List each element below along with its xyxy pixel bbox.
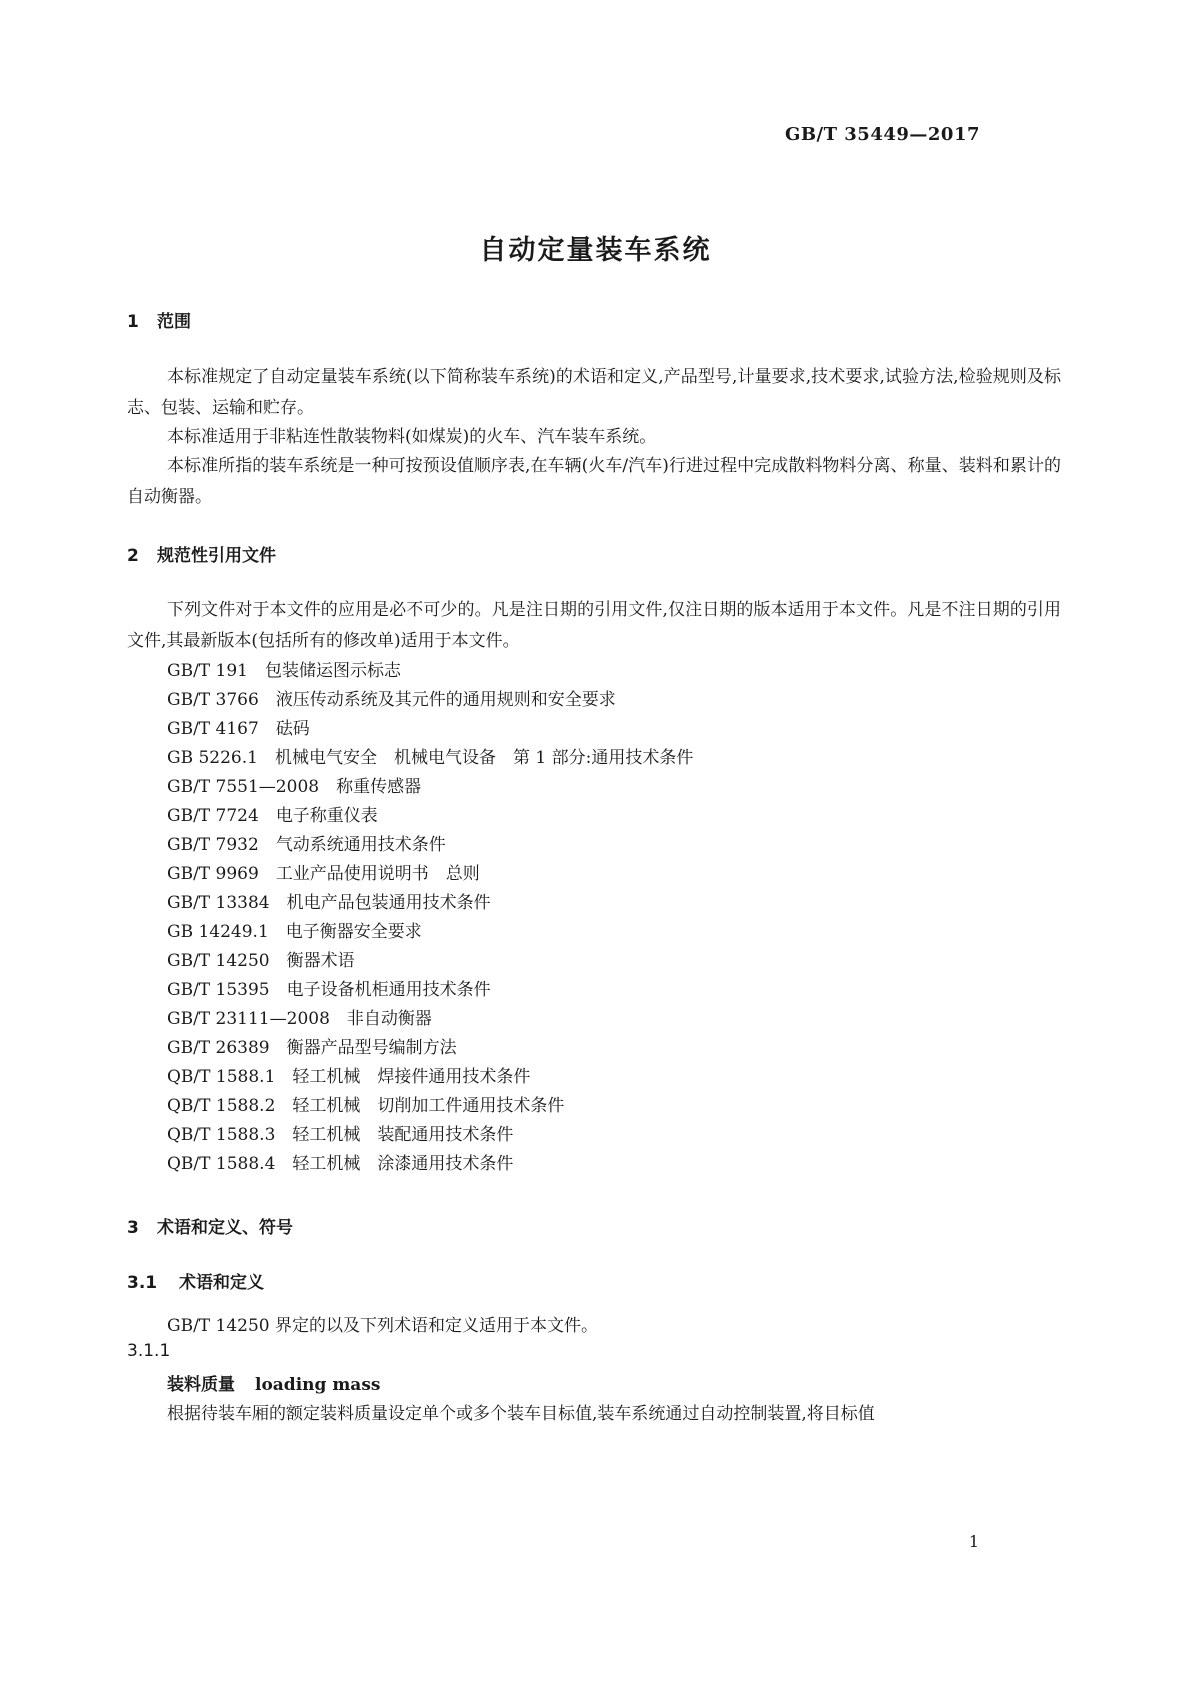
reference-code: GB/T 7724	[167, 806, 259, 826]
reference-item	[167, 1004, 432, 1029]
reference-code: GB 5226.1	[167, 748, 258, 768]
reference-title: 电子衡器安全要求	[285, 922, 422, 942]
subsection-number: 3.1	[127, 1273, 158, 1293]
reference-code: QB/T 1588.1	[167, 1067, 276, 1087]
term-definition: 根据待装车厢的额定装料质量设定单个或多个装车目标值,装车系统通过自动控制装置,将目标值	[167, 1404, 875, 1424]
reference-code: GB/T 14250	[167, 951, 270, 971]
scope-paragraph-3: 本标准所指的装车系统是一种可按预设值顺序表,在车辆(火车/汽车)行进过程中完成散料物料分离、称量、装料和累计的自动衡器。	[127, 456, 1061, 507]
reference-item	[167, 859, 480, 884]
standard-code: GB/T 35449—2017	[784, 124, 980, 145]
reference-title: 工业产品使用说明书 总则	[275, 864, 480, 884]
reference-code: QB/T 1588.4	[167, 1154, 276, 1174]
reference-code: QB/T 1588.2	[167, 1096, 276, 1116]
term-chinese: 装料质量	[167, 1375, 235, 1395]
term-number: 3.1.1	[127, 1341, 171, 1361]
reference-title: 液压传动系统及其元件的通用规则和安全要求	[275, 690, 616, 710]
term-english: loading mass	[255, 1375, 381, 1395]
reference-code: GB/T 7551—2008	[167, 777, 320, 797]
reference-code: GB/T 13384	[167, 893, 270, 913]
section-number: 2	[127, 546, 139, 566]
reference-title: 轻工机械 涂漆通用技术条件	[292, 1154, 514, 1174]
reference-code: GB/T 26389	[167, 1038, 270, 1058]
scope-paragraph-2: 本标准适用于非粘连性散装物料(如煤炭)的火车、汽车装车系统。	[167, 427, 657, 447]
reference-item	[167, 830, 446, 855]
section-title: 规范性引用文件	[157, 546, 276, 566]
section-title: 术语和定义、符号	[157, 1218, 293, 1238]
reference-title: 气动系统通用技术条件	[275, 835, 446, 855]
section-3-heading	[127, 1213, 293, 1238]
reference-code: GB/T 23111—2008	[167, 1009, 330, 1029]
reference-title: 轻工机械 切削加工件通用技术条件	[292, 1096, 565, 1116]
subsection-title: 术语和定义	[179, 1273, 264, 1293]
reference-title: 非自动衡器	[346, 1009, 432, 1029]
normative-intro: 下列文件对于本文件的应用是必不可少的。凡是注日期的引用文件,仅注日期的版本适用于本文件。凡是不注日期的引用文件,其最新版本(包括所有的修改单)适用于本文件。	[127, 600, 1061, 651]
reference-item	[167, 743, 693, 768]
reference-item	[167, 772, 421, 797]
reference-title: 电子设备机柜通用技术条件	[286, 980, 491, 1000]
term-heading	[167, 1370, 380, 1395]
page-number: 1	[968, 1532, 979, 1551]
reference-code: GB 14249.1	[167, 922, 269, 942]
subsection-3-1-heading	[127, 1268, 264, 1293]
reference-title: 机电产品包装通用技术条件	[286, 893, 491, 913]
reference-item	[167, 714, 310, 739]
section-number: 3	[127, 1218, 139, 1238]
section-number: 1	[127, 312, 139, 332]
reference-item	[167, 801, 378, 826]
reference-title: 包装储运图示标志	[265, 661, 401, 681]
reference-code: GB/T 4167	[167, 719, 259, 739]
reference-item	[167, 685, 616, 710]
reference-title: 轻工机械 装配通用技术条件	[292, 1125, 514, 1145]
reference-item	[167, 917, 422, 942]
reference-item	[167, 946, 355, 971]
reference-code: GB/T 191	[167, 661, 248, 681]
reference-item	[167, 1033, 457, 1058]
reference-item	[167, 888, 491, 913]
reference-item	[167, 1120, 513, 1145]
reference-title: 轻工机械 焊接件通用技术条件	[292, 1067, 531, 1087]
reference-title: 机械电气安全 机械电气设备 第 1 部分:通用技术条件	[274, 748, 694, 768]
reference-code: GB/T 7932	[167, 835, 259, 855]
terms-intro: GB/T 14250 界定的以及下列术语和定义适用于本文件。	[167, 1316, 599, 1336]
reference-item	[167, 975, 491, 1000]
reference-code: GB/T 15395	[167, 980, 270, 1000]
reference-code: QB/T 1588.3	[167, 1125, 276, 1145]
reference-item	[167, 1149, 513, 1174]
reference-title: 衡器术语	[286, 951, 355, 971]
reference-code: GB/T 9969	[167, 864, 259, 884]
document-title: 自动定量装车系统	[479, 235, 712, 266]
section-1-heading	[127, 307, 191, 332]
section-title: 范围	[157, 312, 191, 332]
reference-code: GB/T 3766	[167, 690, 259, 710]
section-2-heading	[127, 541, 276, 566]
reference-item	[167, 1091, 564, 1116]
reference-title: 砝码	[275, 719, 310, 739]
reference-item	[167, 1062, 530, 1087]
scope-paragraph-1: 本标准规定了自动定量装车系统(以下简称装车系统)的术语和定义,产品型号,计量要求,技术要求,试验方法,检验规则及标志、包装、运输和贮存。	[127, 367, 1061, 418]
reference-title: 电子称重仪表	[275, 806, 378, 826]
reference-item	[167, 656, 401, 681]
reference-title: 衡器产品型号编制方法	[286, 1038, 457, 1058]
reference-title: 称重传感器	[336, 777, 422, 797]
